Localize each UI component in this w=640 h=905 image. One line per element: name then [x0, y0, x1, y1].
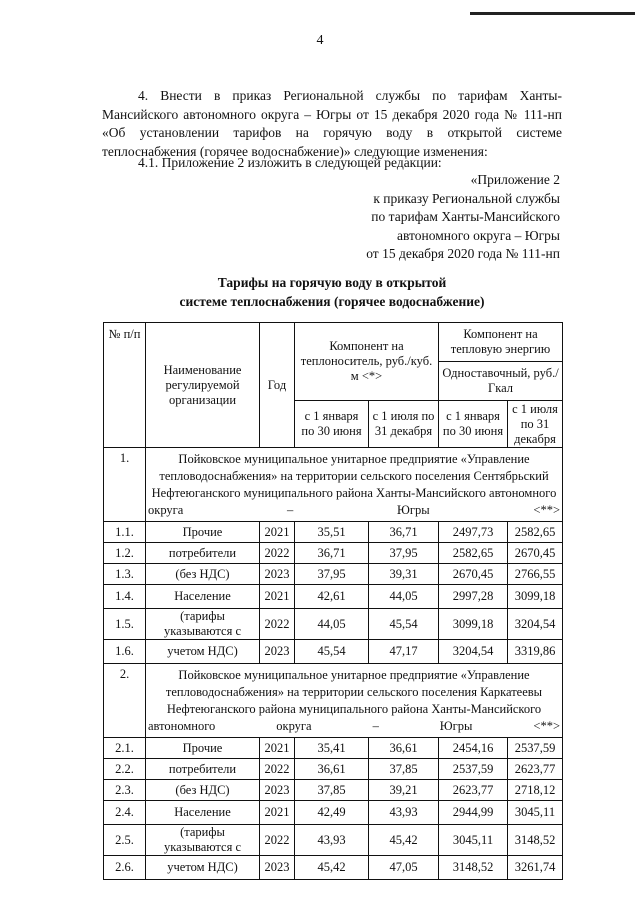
header-num: № п/п: [104, 323, 146, 448]
energy-h1: 3204,54: [439, 640, 508, 664]
carrier-h2: 37,95: [369, 543, 439, 564]
row-number: 1.6.: [104, 640, 146, 664]
energy-h1: 2537,59: [439, 759, 508, 780]
header-carrier-component: Компонент на теплоноситель, руб./куб. м <*>: [295, 323, 439, 401]
title-line: Тарифы на горячую воду в открытой: [217, 275, 447, 290]
appendix-line: по тарифам Ханты-Мансийского: [371, 209, 560, 225]
carrier-h2: 37,85: [369, 759, 439, 780]
row-number: 2.4.: [104, 801, 146, 825]
carrier-h1: 35,41: [295, 738, 369, 759]
table-row: [104, 780, 563, 801]
row-number: 1.2.: [104, 543, 146, 564]
category-line: указываются с: [163, 840, 242, 854]
carrier-h2: 47,05: [369, 856, 439, 880]
year-cell: 2021: [260, 522, 295, 543]
header-energy-component: Компонент на тепловую энергию: [439, 323, 563, 362]
carrier-h2: 47,17: [369, 640, 439, 664]
energy-h1: 2454,16: [439, 738, 508, 759]
org-name: Пойковское муниципальное унитарное предприятие «Управление тепловодоснабжения» на территории сельского поселения Каркатеевы Нефтеюганского района муниципального района Ханты-Мансийского автономного округа – Югры <**>: [146, 664, 563, 738]
header-period-2: с 1 июля по 31 декабря: [508, 401, 563, 448]
table-row: [104, 640, 563, 664]
page-number: 4: [316, 33, 324, 48]
energy-h2: 2537,59: [508, 738, 563, 759]
year-cell: 2023: [260, 780, 295, 801]
category-line: (тарифы: [180, 609, 225, 623]
header-period-2: с 1 июля по 31 декабря: [369, 401, 439, 448]
energy-h1: 3148,52: [439, 856, 508, 880]
carrier-h2: 45,54: [369, 609, 439, 640]
row-number: 2.5.: [104, 825, 146, 856]
energy-h2: 2623,77: [508, 759, 563, 780]
header-organization: Наименование регулируемой организации: [146, 323, 260, 448]
row-number: 2.1.: [104, 738, 146, 759]
year-cell: 2023: [260, 640, 295, 664]
energy-h2: 3148,52: [508, 825, 563, 856]
energy-h2: 3319,86: [508, 640, 563, 664]
header-year: Год: [260, 323, 295, 448]
year-cell: 2023: [260, 564, 295, 585]
energy-h2: 3045,11: [508, 801, 563, 825]
organization-row: [104, 664, 563, 738]
energy-h2: 3099,18: [508, 585, 563, 609]
carrier-h2: 43,93: [369, 801, 439, 825]
energy-h2: 3204,54: [508, 609, 563, 640]
category-line: Прочие: [146, 738, 260, 759]
appendix-line: от 15 декабря 2020 года № 111-нп: [366, 246, 560, 262]
carrier-h1: 37,95: [295, 564, 369, 585]
appendix-reference: [366, 171, 560, 264]
org-number: 1.: [104, 448, 146, 522]
table-row: [104, 585, 563, 609]
year-cell: 2022: [260, 825, 295, 856]
carrier-h2: 44,05: [369, 585, 439, 609]
table-row: [104, 609, 563, 640]
header-period-1: с 1 января по 30 июня: [295, 401, 369, 448]
header-period-1: с 1 января по 30 июня: [439, 401, 508, 448]
row-number: 2.6.: [104, 856, 146, 880]
table-row: [104, 522, 563, 543]
carrier-h1: 35,51: [295, 522, 369, 543]
energy-h2: 2766,55: [508, 564, 563, 585]
carrier-h1: 43,93: [295, 825, 369, 856]
year-cell: 2023: [260, 856, 295, 880]
category-line: Население: [146, 801, 260, 825]
category-line: Прочие: [146, 522, 260, 543]
energy-h1: 2497,73: [439, 522, 508, 543]
category-line: указываются с: [163, 624, 242, 638]
energy-h2: 2582,65: [508, 522, 563, 543]
energy-h2: 2718,12: [508, 780, 563, 801]
carrier-h1: 36,71: [295, 543, 369, 564]
carrier-h1: 45,42: [295, 856, 369, 880]
year-cell: 2021: [260, 585, 295, 609]
category-line: потребители: [146, 759, 260, 780]
org-name: Пойковское муниципальное унитарное предприятие «Управление тепловодоснабжения» на территории сельского поселения Сентябрьский Нефтеюганского муниципального района Ханты-Мансийского автономного округа – Югры <**>: [146, 448, 563, 522]
appendix-line: «Приложение 2: [470, 172, 560, 187]
carrier-h2: 36,71: [369, 522, 439, 543]
table-row: [104, 564, 563, 585]
year-cell: 2022: [260, 609, 295, 640]
appendix-line: автономного округа – Югры: [397, 227, 560, 243]
energy-h1: 3099,18: [439, 609, 508, 640]
carrier-h2: 36,61: [369, 738, 439, 759]
table-row: [104, 825, 563, 856]
category-line: [146, 825, 260, 856]
table-row: [104, 801, 563, 825]
category-line: учетом НДС): [146, 640, 260, 664]
top-rule: [470, 12, 635, 15]
energy-h1: 2582,65: [439, 543, 508, 564]
energy-h1: 3045,11: [439, 825, 508, 856]
table-row: [104, 759, 563, 780]
carrier-h2: 45,42: [369, 825, 439, 856]
carrier-h1: 36,61: [295, 759, 369, 780]
row-number: 1.1.: [104, 522, 146, 543]
energy-h1: 2623,77: [439, 780, 508, 801]
year-cell: 2021: [260, 801, 295, 825]
energy-h1: 2670,45: [439, 564, 508, 585]
carrier-h1: 42,61: [295, 585, 369, 609]
table-row: [104, 543, 563, 564]
energy-h2: 3261,74: [508, 856, 563, 880]
carrier-h1: 42,49: [295, 801, 369, 825]
category-line: (без НДС): [146, 780, 260, 801]
carrier-h2: 39,21: [369, 780, 439, 801]
table-row: [104, 738, 563, 759]
carrier-h1: 45,54: [295, 640, 369, 664]
carrier-h1: 44,05: [295, 609, 369, 640]
appendix-line: к приказу Региональной службы: [373, 190, 560, 206]
category-line: потребители: [146, 543, 260, 564]
year-cell: 2021: [260, 738, 295, 759]
row-number: 2.2.: [104, 759, 146, 780]
energy-h1: 2997,28: [439, 585, 508, 609]
header-single-rate: Одноставочный, руб./Гкал: [439, 362, 563, 401]
category-line: [146, 609, 260, 640]
table-title: [102, 274, 562, 311]
header-row: [104, 323, 563, 362]
year-cell: 2022: [260, 543, 295, 564]
organization-row: [104, 448, 563, 522]
category-line: учетом НДС): [146, 856, 260, 880]
category-line: (тарифы: [180, 825, 225, 839]
paragraph-4: 4. Внести в приказ Региональной службы по тарифам Ханты-Мансийского автономного округа – Югры от 15 декабря 2020 года № 111-нп «Об установлении тарифов на горячую воду в открытой системе теплоснабжения (горячее водоснабжение)» следующие изменения:: [102, 88, 562, 159]
row-number: 2.3.: [104, 780, 146, 801]
carrier-h2: 39,31: [369, 564, 439, 585]
energy-h1: 2944,99: [439, 801, 508, 825]
category-line: Население: [146, 585, 260, 609]
row-number: 1.3.: [104, 564, 146, 585]
org-number: 2.: [104, 664, 146, 738]
title-line: системе теплоснабжения (горячее водоснабжение): [179, 293, 485, 309]
row-number: 1.4.: [104, 585, 146, 609]
tariff-table: [103, 322, 563, 880]
energy-h2: 2670,45: [508, 543, 563, 564]
carrier-h1: 37,85: [295, 780, 369, 801]
year-cell: 2022: [260, 759, 295, 780]
category-line: (без НДС): [146, 564, 260, 585]
paragraph-4-1: 4.1. Приложение 2 изложить в следующей редакции:: [138, 155, 442, 170]
table-row: [104, 856, 563, 880]
row-number: 1.5.: [104, 609, 146, 640]
